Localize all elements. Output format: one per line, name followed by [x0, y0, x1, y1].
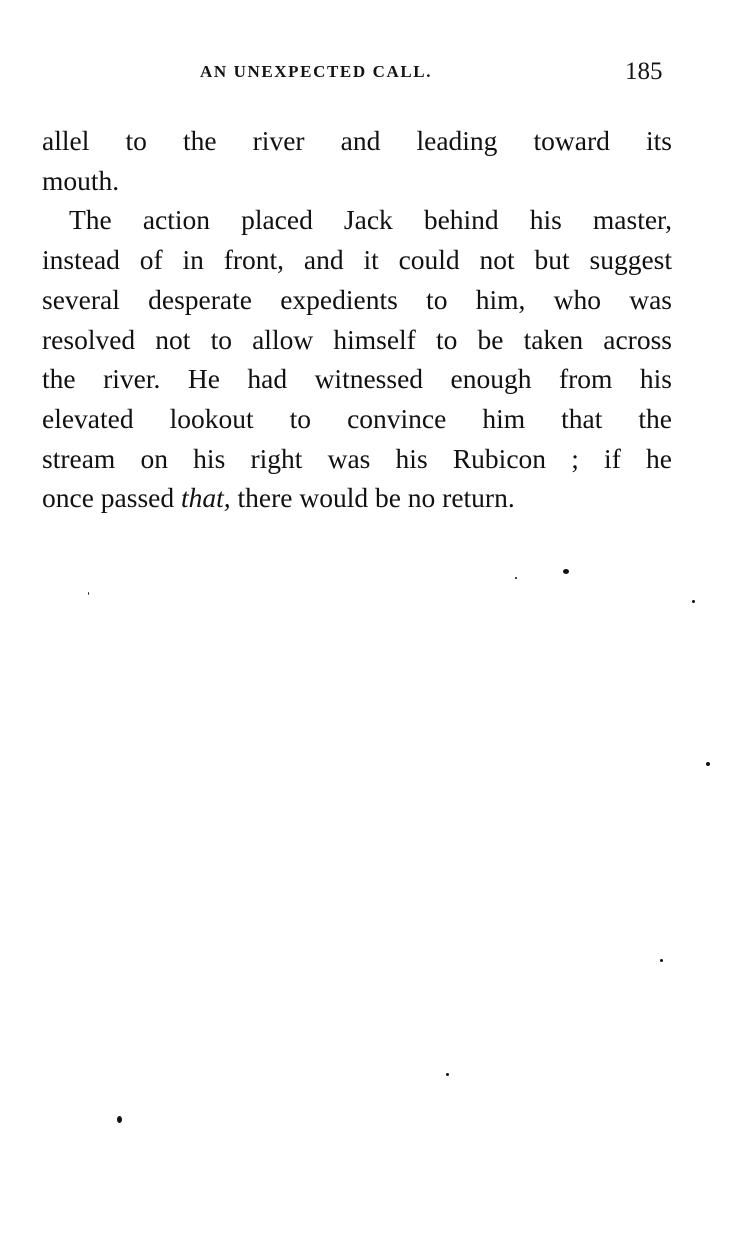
text-line: resolved not to allow himself to be taken across [42, 323, 672, 355]
text-line: The action placed Jack behind his master, [69, 204, 672, 236]
print-speck [692, 600, 695, 603]
text-segment: once passed [42, 482, 181, 514]
text-line: instead of in front, and it could not but suggest [42, 244, 672, 276]
print-speck [706, 762, 710, 766]
text-line: mouth. [42, 164, 120, 196]
print-speck [515, 577, 517, 579]
paragraph-1 [42, 121, 672, 200]
paragraph-2 [42, 200, 672, 518]
italic-word: that, [180, 482, 231, 514]
text-segment: there would be no return. [230, 482, 515, 514]
body-text [42, 121, 672, 518]
running-title: AN UNEXPECTED CALL. [200, 62, 433, 81]
text-line: stream on his right was his Rubicon ; if he [42, 442, 672, 474]
print-speck [446, 1073, 449, 1076]
text-line: elevated lookout to convince him that the [42, 402, 672, 434]
page-number: 185 [625, 58, 663, 85]
print-speck [563, 569, 569, 574]
print-speck [660, 959, 663, 962]
text-line-final [42, 478, 672, 518]
text-line: allel to the river and leading toward its [42, 125, 672, 156]
text-line: the river. He had witnessed enough from his [42, 363, 672, 395]
text-line: several desperate expedients to him, who was [42, 283, 672, 315]
print-speck [117, 1116, 122, 1123]
print-speck [88, 592, 89, 595]
